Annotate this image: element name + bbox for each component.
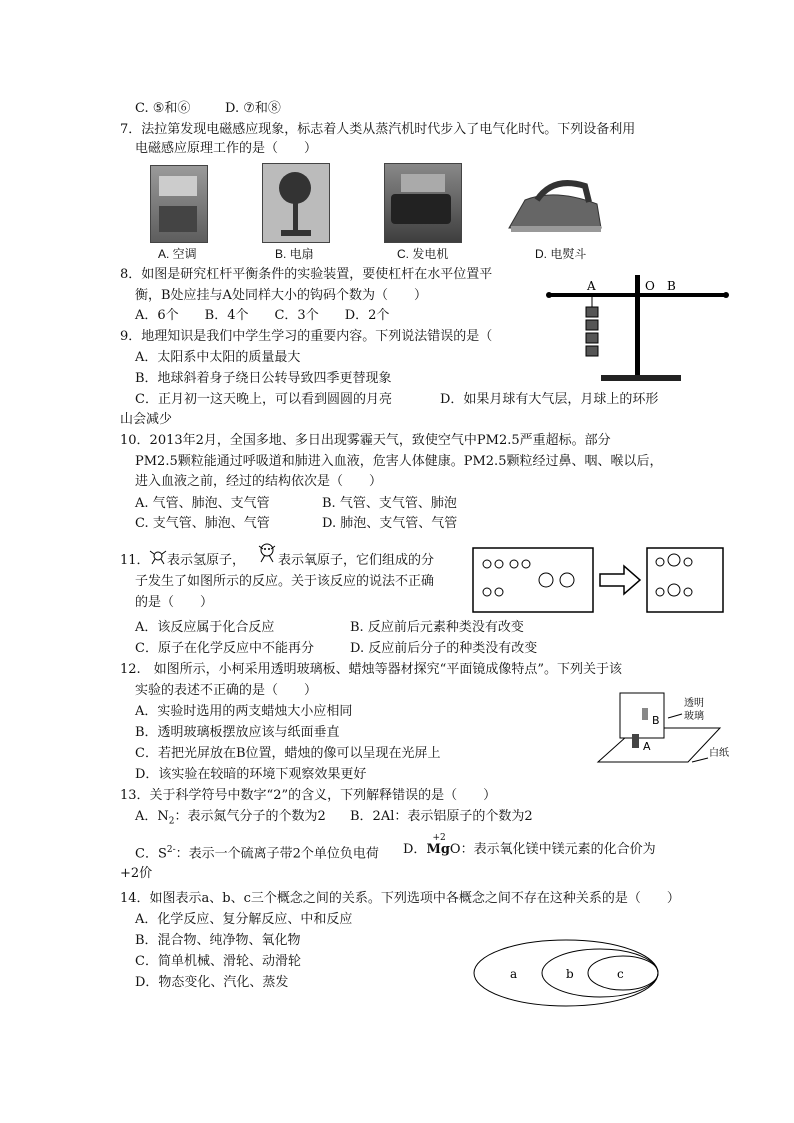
plane-mirror-diagram (596, 688, 736, 770)
q11-oxygen-text: 表示氧原子，它们组成的分 (278, 553, 435, 568)
q12-option-b: B．透明玻璃板摆放应该与纸面垂直 (135, 725, 340, 740)
q10-stem-line2: PM2.5颗粒能通过呼吸道和肺进入血液，危害人体健康。PM2.5颗粒经过鼻、咽、喉以后， (135, 454, 663, 469)
q10-option-a: A. 气管、肺泡、支气管 (135, 496, 270, 511)
q12-option-a: A．实验时选用的两支蜡烛大小应相同 (135, 704, 353, 719)
q14-stem: 14．如图表示a、b、c三个概念之间的关系。下列选项中各概念之间不存在这种关系的是（ ） (120, 891, 680, 906)
q8-stem-line1: 8．如图是研究杠杆平衡条件的实验装置，要使杠杆在水平位置平 (120, 267, 493, 282)
q12-option-d: D．该实验在较暗的环境下观察效果更好 (135, 767, 367, 782)
q11-stem-line2: 子发生了如图所示的反应。关于该反应的说法不正确 (135, 574, 435, 589)
q10-option-c: C. 支气管、肺泡、气管 (135, 516, 270, 531)
ellipse-label-a: a (510, 967, 518, 981)
q11-hydrogen-text: 表示氢原子， (167, 553, 246, 568)
q9-option-b: B．地球斜着身子绕日公转导致四季更替现象 (135, 371, 392, 386)
q13-option-b: B．2Al：表示铝原子的个数为2 (350, 809, 533, 824)
paper-label: 白纸 (709, 748, 729, 759)
ellipse-label-c: c (617, 967, 624, 981)
q12-stem-line2: 实验的表述不正确的是（ ） (135, 683, 318, 698)
q12-stem-line1: 12. 如图所示，小柯采用透明玻璃板、蜡烛等器材探究“平面镜成像特点”。下列关于该 (120, 662, 622, 677)
q7-stem-line2: 电磁感应原理工作的是（ ） (135, 141, 318, 156)
q11-option-d: D. 反应前后分子的种类没有改变 (350, 641, 538, 656)
hydrogen-atom-icon (148, 547, 168, 567)
q8-options: A．6个 B．4个 C．3个 D．2个 (135, 308, 390, 323)
q10-stem-line3: 进入血液之前，经过的结构依次是（ ） (135, 474, 383, 489)
electric-iron-image (505, 170, 605, 240)
q14-option-d: D．物态变化、汽化、蒸发 (135, 975, 289, 990)
lever-label-b: B (667, 279, 676, 293)
electric-fan-image (262, 163, 330, 243)
glass-label2: 玻璃 (684, 711, 704, 722)
mirror-label-b: B (652, 714, 660, 727)
lever-diagram (545, 275, 735, 385)
q12-option-c: C．若把光屏放在B位置，蜡烛的像可以呈现在光屏上 (135, 746, 441, 761)
reaction-diagram (472, 546, 724, 614)
q13-option-c: C．$S^{2-}$：表示一个硫离子带2个单位负电荷 (135, 845, 379, 862)
q13-stem: 13．关于科学符号中数字“2”的含义，下列解释错误的是（ ） (120, 788, 497, 803)
q9-option-c: C．正月初一这天晚上，可以看到圆圆的月亮 (135, 392, 392, 407)
q11-option-c: C．原子在化学反应中不能再分 (135, 641, 314, 656)
q11-option-b: B. 反应前后元素种类没有改变 (350, 620, 524, 635)
q13-option-a: A．$N_2$：表示氮气分子的个数为2 (135, 809, 326, 827)
q14-option-b: B．混合物、纯净物、氧化物 (135, 933, 301, 948)
q13-option-d-cont: +2价 (120, 866, 153, 881)
caption-b: B. 电扇 (275, 247, 314, 261)
q14-option-a: A．化学反应、复分解反应、中和反应 (135, 912, 353, 927)
q11-stem-line3: 的是（ ） (135, 595, 214, 610)
lever-label-o: O (645, 279, 655, 293)
air-conditioner-image (150, 165, 208, 243)
q11-number: 11． (120, 553, 150, 568)
q11-option-a: A．该反应属于化合反应 (135, 620, 275, 635)
q13-option-d: D． +2 MgO：表示氧化镁中镁元素的化合价为 (403, 833, 656, 857)
caption-c: C. 发电机 (397, 247, 449, 261)
q9-stem: 9．地理知识是我们中学生学习的重要内容。下列说法错误的是（ (120, 329, 493, 344)
concept-ellipses-diagram (472, 938, 662, 1008)
caption-d: D. 电熨斗 (535, 247, 587, 261)
q7-stem-line1: 7．法拉第发现电磁感应现象，标志着人类从蒸汽机时代步入了电气化时代。下列设备利用 (120, 122, 636, 137)
q10-option-d: D. 肺泡、支气管、气管 (322, 516, 458, 531)
q9-option-a: A．太阳系中太阳的质量最大 (135, 350, 301, 365)
q9-option-d-cont: 山会减少 (120, 412, 173, 427)
caption-a: A. 空调 (158, 247, 197, 261)
glass-label: 透明 (684, 698, 704, 709)
generator-image (384, 163, 462, 243)
q6-option-d: D. ⑦和⑧ (225, 101, 281, 116)
lever-label-a: A (587, 279, 596, 293)
mirror-label-a: A (643, 740, 651, 753)
q14-option-c: C．简单机械、滑轮、动滑轮 (135, 954, 301, 969)
oxygen-atom-icon (255, 540, 279, 564)
q9-option-d: D．如果月球有大气层，月球上的环形 (440, 392, 659, 407)
q10-option-b: B. 气管、支气管、肺泡 (322, 496, 457, 511)
q6-option-c: C. ⑤和⑥ (135, 101, 191, 116)
q8-stem-line2: 衡，B处应挂与A处同样大小的钩码个数为（ ） (135, 288, 427, 303)
ellipse-label-b: b (566, 967, 574, 981)
q10-stem-line1: 10．2013年2月，全国多地、多日出现雾霾天气，致使空气中PM2.5严重超标。部分 (120, 433, 611, 448)
